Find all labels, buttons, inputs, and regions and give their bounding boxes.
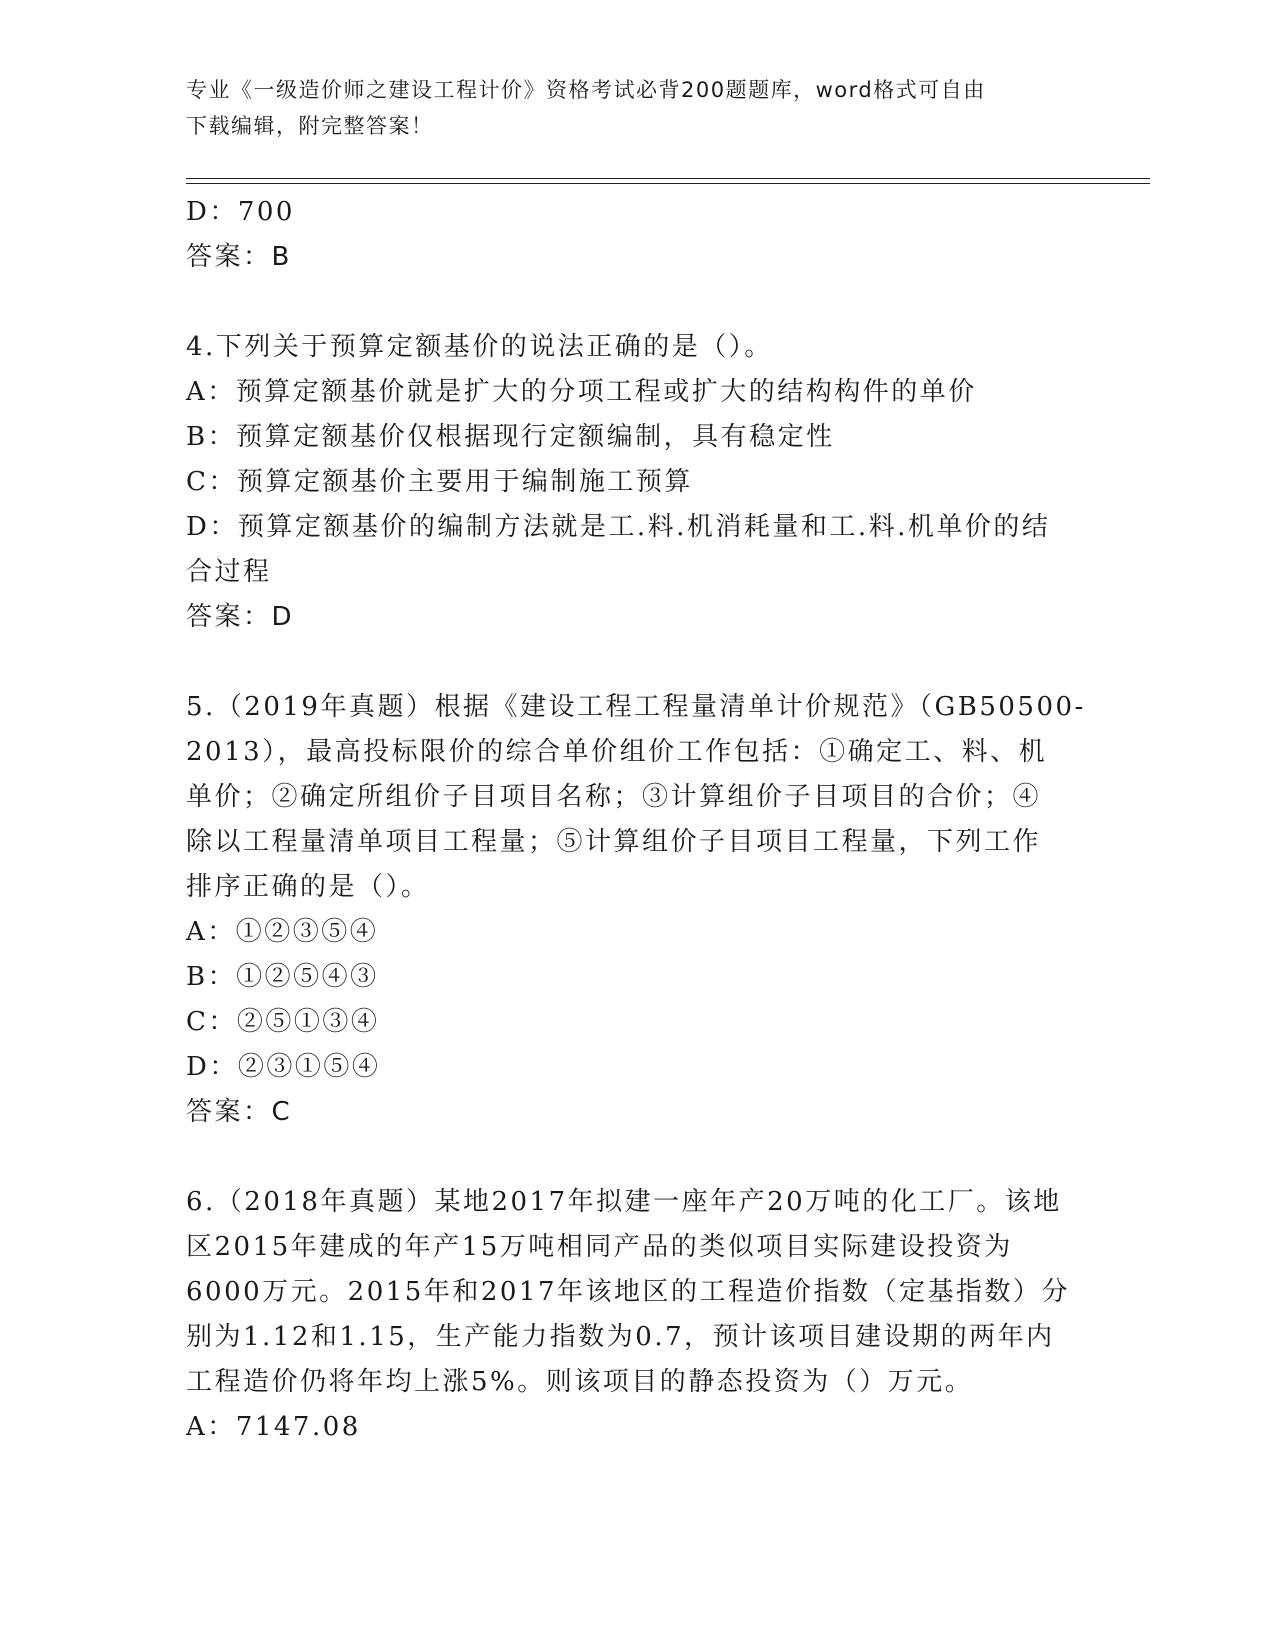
page-header	[186, 72, 1066, 144]
spacer	[186, 280, 1086, 325]
q4-option-d-line-2: 合过程	[186, 557, 272, 587]
q5-option-c: C：②⑤①③④	[186, 1007, 380, 1037]
q4-answer: 答案：D	[186, 602, 295, 632]
q4-option-a: A：预算定额基价就是扩大的分项工程或扩大的结构构件的单价	[186, 377, 977, 407]
spacer	[186, 640, 1086, 685]
header-divider-top	[186, 178, 1150, 179]
q6-stem-line-1: 6.（2018年真题）某地2017年拟建一座年产20万吨的化工厂。该地	[186, 1187, 1062, 1217]
q6-stem-line-2: 区2015年建成的年产15万吨相同产品的类似项目实际建设投资为	[186, 1232, 1013, 1262]
q5-option-b: B：①②⑤④③	[186, 962, 379, 992]
q5-option-a: A：①②③⑤④	[186, 917, 379, 947]
q5-stem-line-1: 5.（2019年真题）根据《建设工程工程量清单计价规范》（GB50500-	[186, 692, 1086, 722]
q5-stem-line-5: 排序正确的是（）。	[186, 872, 430, 902]
q5-stem-line-3: 单价；②确定所组价子目项目名称；③计算组价子目项目的合价；④	[186, 782, 1042, 812]
q5-option-d: D：②③①⑤④	[186, 1052, 381, 1082]
q6-stem-line-3: 6000万元。2015年和2017年该地区的工程造价指数（定基指数）分	[186, 1277, 1071, 1307]
prev-answer: 答案：B	[186, 242, 292, 272]
q4-option-d-line-1: D：预算定额基价的编制方法就是工.料.机消耗量和工.料.机单价的结	[186, 512, 1051, 542]
q5-stem-line-4: 除以工程量清单项目工程量；⑤计算组价子目项目工程量，下列工作	[186, 827, 1042, 857]
header-line-2: 下载编辑，附完整答案！	[186, 114, 434, 138]
q4-option-c: C：预算定额基价主要用于编制施工预算	[186, 467, 693, 497]
spacer	[186, 1135, 1086, 1180]
q4-stem: 4.下列关于预算定额基价的说法正确的是（）。	[186, 332, 773, 362]
q6-stem-line-4: 别为1.12和1.15，生产能力指数为0.7，预计该项目建设期的两年内	[186, 1322, 1055, 1352]
q6-stem-line-5: 工程造价仍将年均上涨5%。则该项目的静态投资为（）万元。	[186, 1367, 974, 1397]
header-line-1: 专业《一级造价师之建设工程计价》资格考试必背200题题库，word格式可自由	[186, 78, 986, 102]
q4-option-b: B：预算定额基价仅根据现行定额编制，具有稳定性	[186, 422, 835, 452]
question-content	[186, 190, 1086, 1450]
header-divider-bottom	[186, 183, 1150, 184]
q5-answer: 答案：C	[186, 1097, 293, 1127]
q5-stem-line-2: 2013），最高投标限价的综合单价组价工作包括：①确定工、料、机	[186, 737, 1048, 767]
prev-option-d: D：700	[186, 197, 295, 227]
q6-option-a: A：7147.08	[186, 1412, 361, 1442]
